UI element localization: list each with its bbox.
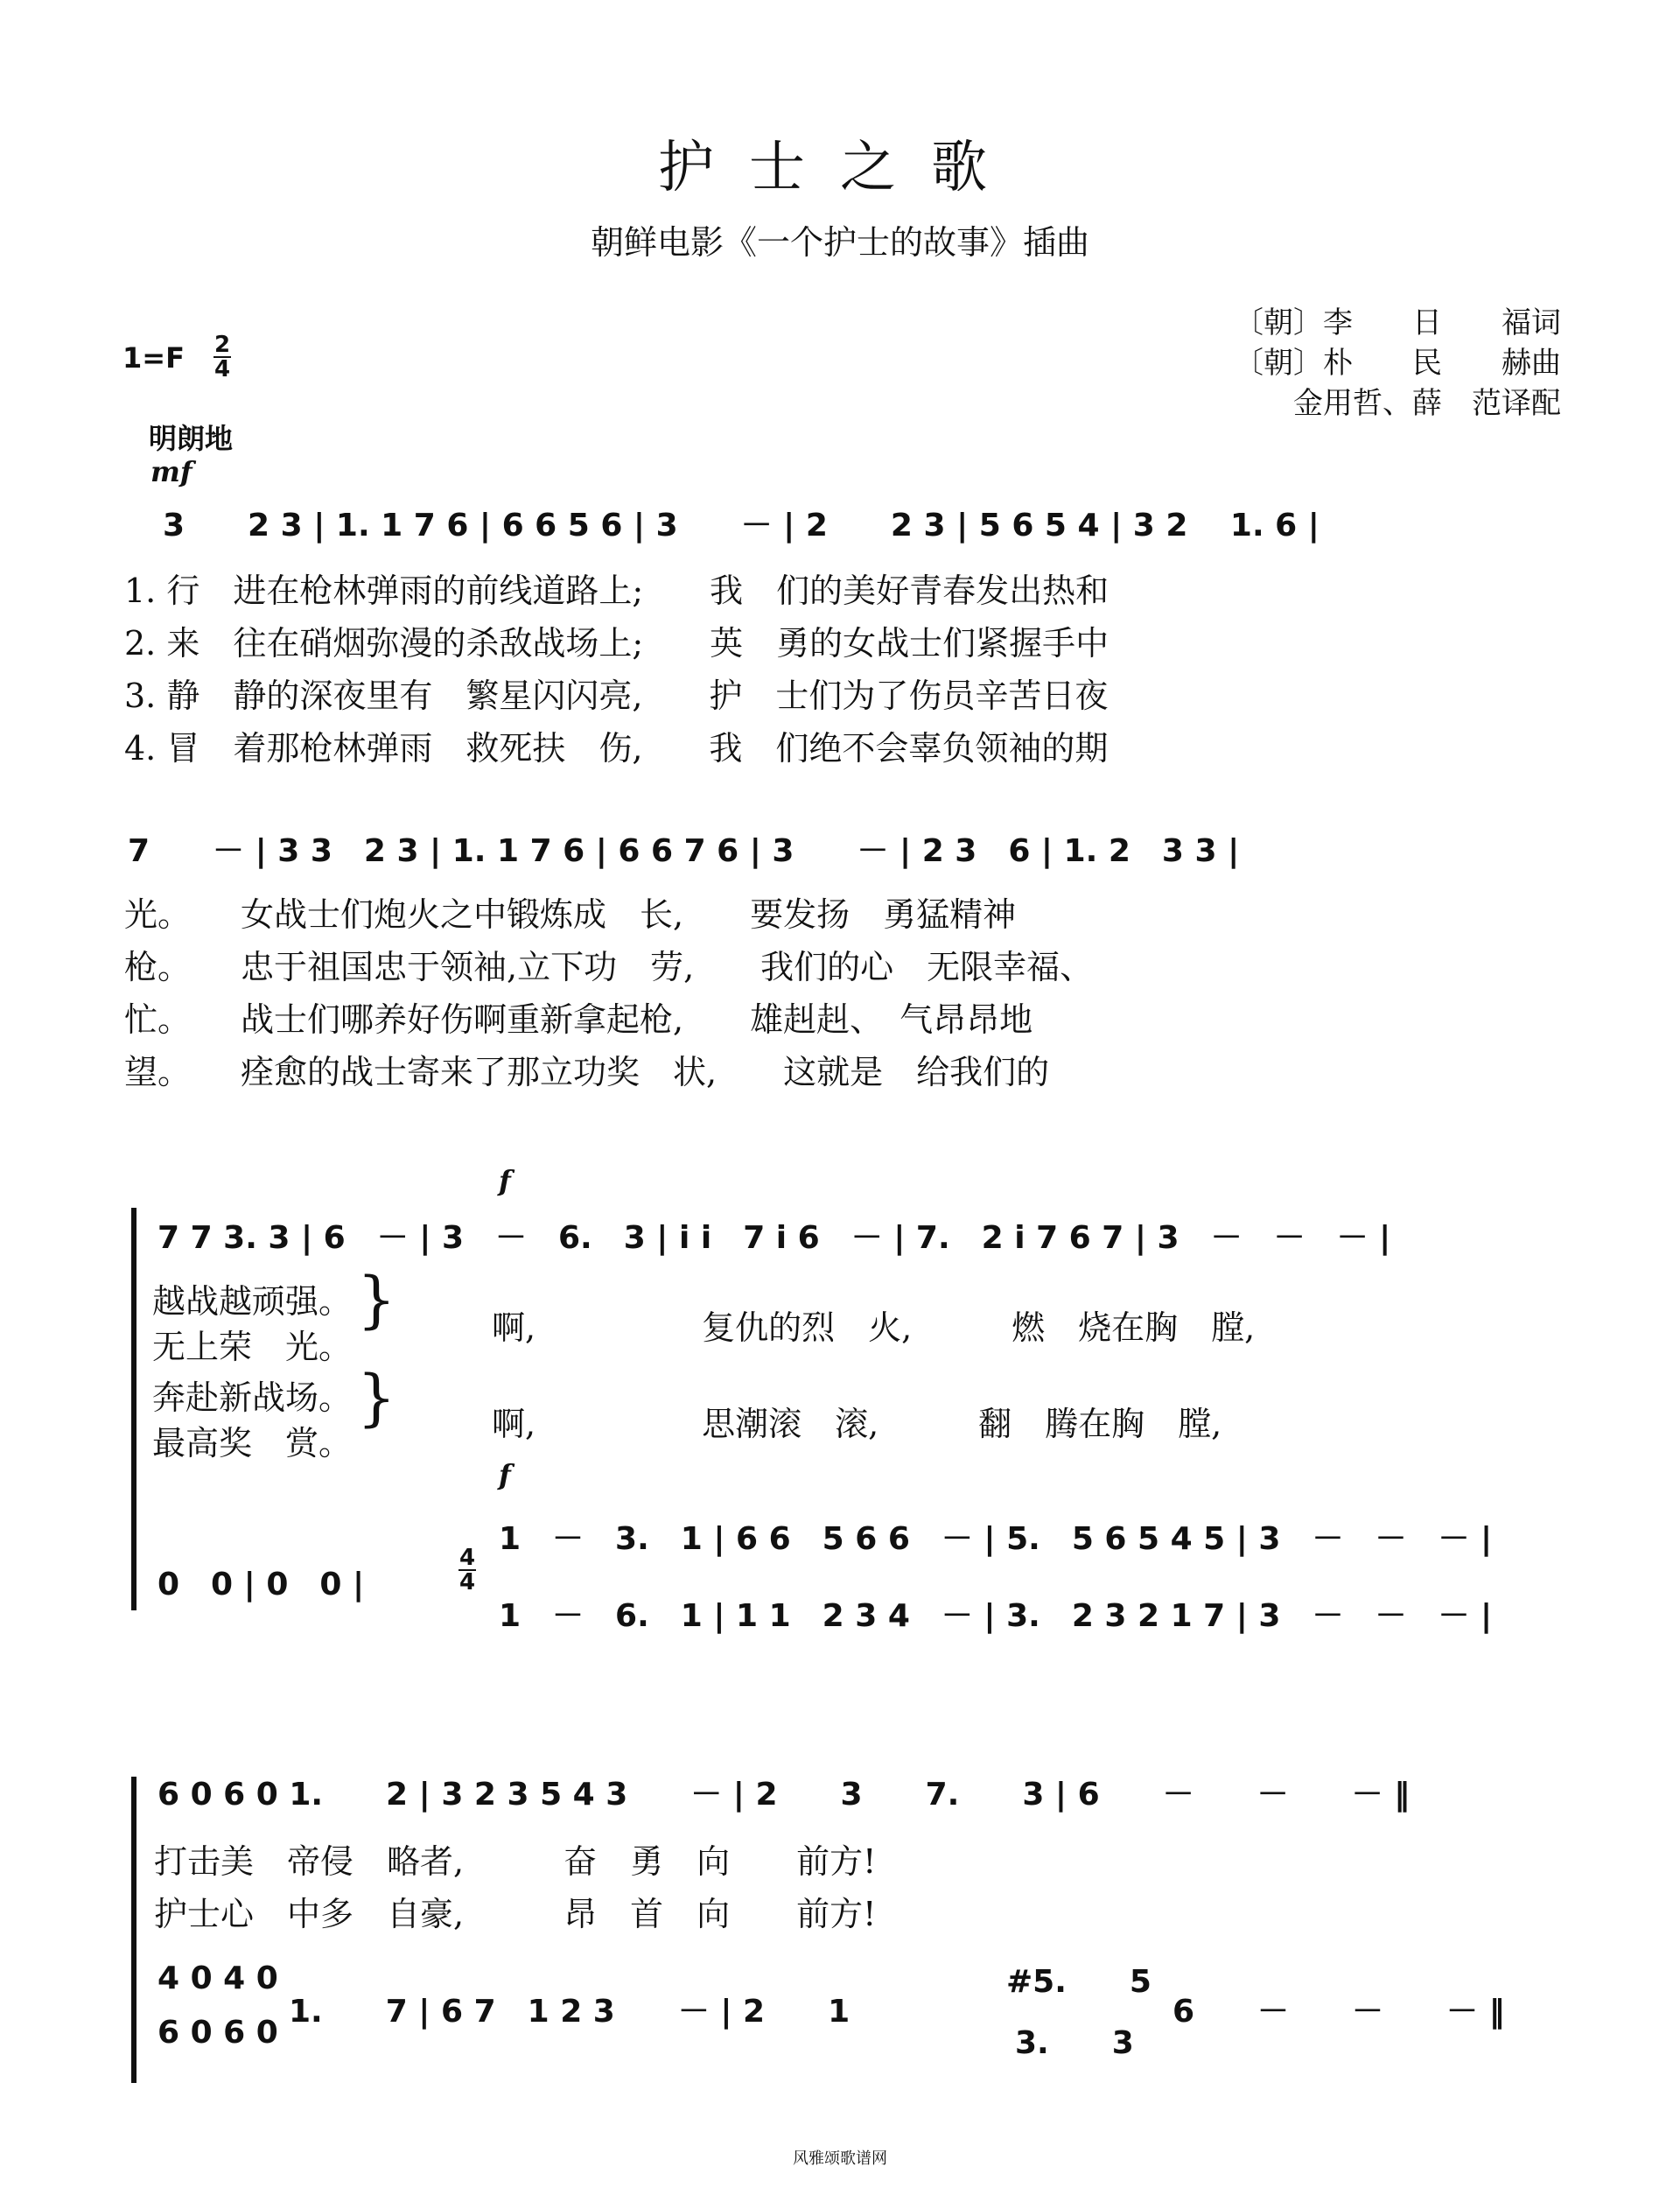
dynamic-f-lower: f (499, 1458, 511, 1491)
credits (1234, 303, 1561, 424)
tempo-marking: 明朗地 (149, 422, 234, 455)
system1-verse2: 2. 来 往在硝烟弥漫的杀敌战场上; 英 勇的女战士们紧握手中 (124, 624, 1110, 663)
system4-lower-notes: 1. 7 | 6 7 1 2 3 － | 2 1 (289, 1994, 850, 2030)
system4-lyric-a: 打击美 帝侵 略者, 奋 勇 向 前方! (154, 1842, 877, 1881)
time-denominator-4: 4 (458, 1569, 476, 1595)
system1-verse1: 1. 行 进在枪林弹雨的前线道路上; 我 们的美好青春发出热和 (124, 572, 1110, 610)
system2-verse1: 光。 女战士们炮火之中锻炼成 长, 要发扬 勇猛精神 (124, 895, 1017, 934)
time-numerator: 2 (214, 332, 231, 358)
time-signature (214, 334, 231, 380)
translator-credit: 金用哲、薛 范译配 (1293, 386, 1561, 421)
system3-lower-upper-notes: 1 － 3. 1 | 6 6 5 6 6 － | 5. 5 6 5 4 5 | 3 － － － | (499, 1521, 1493, 1557)
system4-lower-end: 6 － － － ‖ (1172, 1994, 1505, 2030)
system3-verse2-end: 无上荣 光。 (152, 1328, 353, 1366)
time-denominator: 4 (214, 356, 231, 382)
system1-notes: 3 2 3 | 1. 1 7 6 | 6 6 5 6 | 3 － | 2 2 3 | 5 6 5 4 | 3 2 1. 6 | (163, 508, 1320, 543)
system1-verse4: 4. 冒 着那枪林弹雨 救死扶 伤, 我 们绝不会辜负领袖的期 (124, 729, 1109, 768)
time-numerator-4: 4 (458, 1545, 476, 1571)
song-subtitle: 朝鲜电影《一个护士的故事》插曲 (590, 223, 1089, 262)
system3-lower-rests: 0 0 | 0 0 | (158, 1567, 365, 1602)
system1-verse3: 3. 静 静的深夜里有 繁星闪闪亮, 护 士们为了伤员辛苦日夜 (124, 677, 1109, 715)
time-signature-4-4 (458, 1547, 476, 1593)
footer-watermark: 风雅颂歌谱网 (793, 2149, 887, 2168)
dynamic-mf: mf (150, 455, 192, 488)
system3-verse3-end: 奔赴新战场。 (152, 1378, 353, 1417)
dynamic-f: f (499, 1164, 511, 1197)
system3-lower-lower-notes: 1 － 6. 1 | 1 1 2 3 4 － | 3. 2 3 2 1 7 | 3 － － － | (499, 1598, 1493, 1634)
system2-notes: 7 － | 3 3 2 3 | 1. 1 7 6 | 6 6 7 6 | 3 － | 2 3 6 | 1. 2 3 3 | (128, 833, 1240, 869)
system3-lyric-a: 啊, 复仇的烈 火, 燃 烧在胸 膛, (492, 1308, 1256, 1347)
system3-top-notes: 7 7 3. 3 | 6 － | 3 － 6. 3 | i i 7 i 6 － | 7. 2 i 7 6 7 | 3 － － － | (158, 1220, 1391, 1256)
system2-verse2: 枪。 忠于祖国忠于领袖,立下功 劳, 我们的心 无限幸福、 (124, 948, 1094, 986)
lyricist-credit: 〔朝〕李 日 福词 (1234, 305, 1561, 340)
system2-verse3: 忙。 战士们哪养好伤啊重新拿起枪, 雄赳赳、 气昂昂地 (124, 1000, 1033, 1039)
system4-top-notes: 6 0 6 0 1. 2 | 3 2 3 5 4 3 － | 2 3 7. 3 | 6 － － － ‖ (158, 1777, 1410, 1813)
system4-chord-bottom: 3. 3 (1015, 2025, 1134, 2061)
system4-lower-b: 6 0 6 0 (158, 2015, 278, 2051)
system3-verse4-end: 最高奖 赏。 (152, 1424, 353, 1462)
lyric-brace-bottom: } (357, 1362, 396, 1434)
system4-chord-top: #5. 5 (1006, 1964, 1152, 2000)
system4-bracket (131, 1777, 136, 2083)
composer-credit: 〔朝〕朴 民 赫曲 (1234, 346, 1561, 381)
system3-lyric-b: 啊, 思潮滚 滚, 翻 腾在胸 膛, (492, 1405, 1222, 1443)
song-title: 护士之歌 (658, 136, 1022, 200)
system3-verse1-end: 越战越顽强。 (152, 1282, 353, 1321)
system2-verse4: 望。 痊愈的战士寄来了那立功奖 状, 这就是 给我们的 (124, 1053, 1050, 1091)
lyric-brace-top: } (357, 1264, 396, 1336)
system4-lyric-b: 护士心 中多 自豪, 昂 首 向 前方! (154, 1895, 877, 1933)
system3-bracket (131, 1208, 136, 1610)
key-signature: 1=F (122, 341, 185, 375)
system4-lower-a: 4 0 4 0 (158, 1960, 278, 1996)
